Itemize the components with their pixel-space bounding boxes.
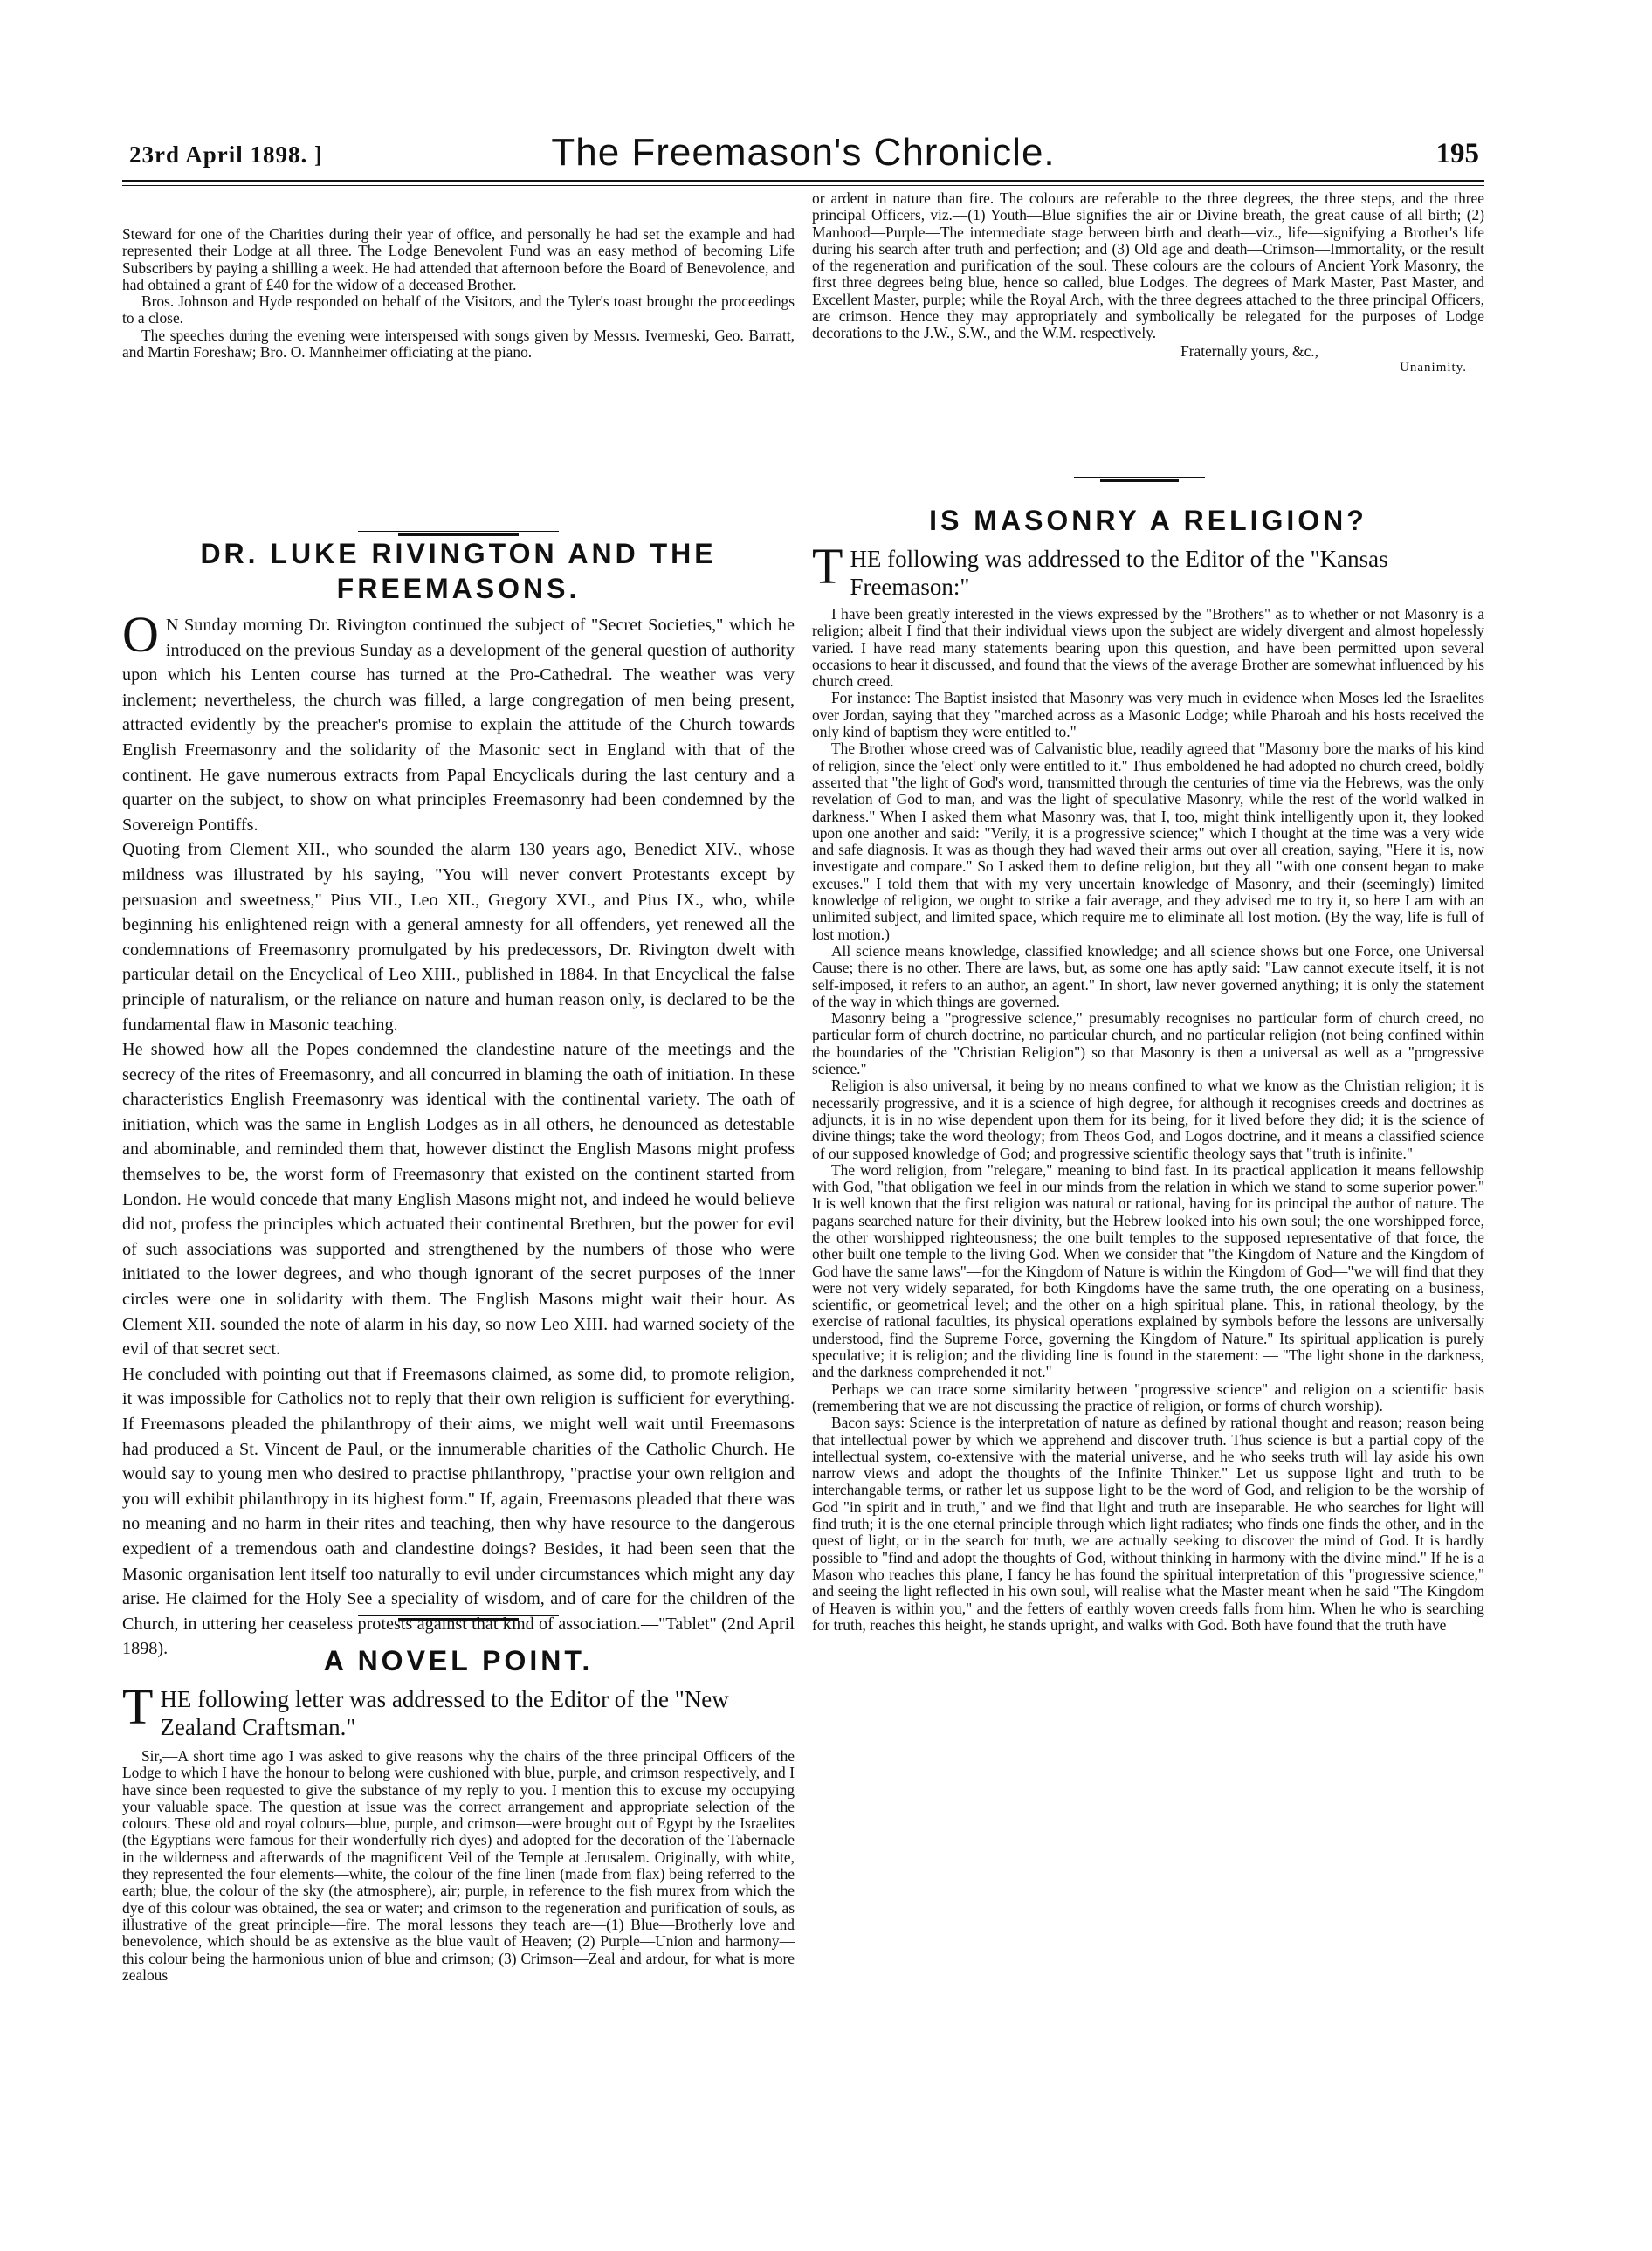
header-rule bbox=[122, 180, 1484, 182]
intro-text: HE following letter was addressed to the Editor of the "New Zealand Craftsman." bbox=[160, 1686, 729, 1740]
article-paragraph: N Sunday morning Dr. Rivington continued the subject of "Secret Societies," which he introduced on the previous Sunday as a development of the general question of authority upon which his Lenten course has turned at the Pro-Cathedral. The weather was very inclement; nevertheless, the church was filled, a large congregation of men being present, attracted evidently by the preacher's promise to explain the attitude of the Church towards English Freemasonry and the solidarity of the Masonic sect in England with that of the continent. He gave numerous extracts from Papal Encyclicals during the last century and a quarter on the subject, to show on what principles Freemasonry had been condemned by the Sovereign Pontiffs. bbox=[122, 616, 795, 835]
article-paragraph: I have been greatly interested in the views expressed by the "Brothers" as to whether or not Masonry is a religion; albeit I find that their individual views upon the subject are widely divergent and almost hopelessly varied. I have read many statements bearing upon this question, and have been permitted upon several occasions to hear it discussed, and found that the views of the average Brother are somewhat influenced by his church creed. bbox=[812, 605, 1484, 691]
article-paragraph: The Brother whose creed was of Calvanistic blue, readily agreed that "Masonry bore the marks of his kind of religion, since the 'elect' only were entitled to it." Thus emboldened he had adopted no church creed, boldly asserted that "the light of God's word, transmitted through the centuries of time via the Hebrews, was the only revelation of God to man, and was the light of speculative Masonry, while the rest of the world walked in darkness." When I asked them what Masonry was, that I, too, might think intelligently upon it, they looked upon one another and said: "Verily, it is a progressive science;" which I thought at the time was a very wide and safe diagnosis. It was as though they had waved their arms out over all creation, saying, "Here it is, now investigate and compare." So I asked them to define religion, but they all "with one consent began to make excuses." I told them that with my very uncertain knowledge of Masonry, and their (seemingly) limited knowledge of religion, we ought to strike a fair average, and they advised me to try it, so here I am with an unlimited subject, and limited space, which require me to eliminate all lost motion. (By the way, life is full of lost motion.) bbox=[812, 740, 1484, 943]
header-rule-thin bbox=[122, 185, 1484, 186]
article-paragraph: He concluded with pointing out that if Freemasons claimed, as some did, to promote religion, it was impossible for Catholics not to reply that their own religion is sufficient for everything. If Freemasons pleaded the philanthropy of their aims, we might well wait until Freemasons had produced a St. Vincent de Paul, or the innumerable charities of the Catholic Church. He would say to young men who desired to practise philanthropy, "practise your own religion and you will exhibit philanthropy in its highest form." If, again, Freemasons pleaded that there was no meaning and no harm in their rites and teaching, then why have resource to the dangerous expedient of a tremendous oath and clandestine doings? Besides, it had been seen that the Masonic organisation lent itself too naturally to evil under circumstances which might any day arise. He claimed for the Holy See a speciality of wisdom, and of care for the children of the Church, in uttering her ceaseless protests against that kind of association.—"Tablet" (2nd April 1898). bbox=[122, 1364, 795, 1659]
article-paragraph: For instance: The Baptist insisted that Masonry was very much in evidence when Moses led the Israelites over Jordan, saying that they "marched across as a Masonic Lodge; while Pharoah and his hosts received the only kind of baptism they were entitled to." bbox=[812, 689, 1484, 741]
article-headline: IS MASONRY A RELIGION? bbox=[929, 505, 1367, 536]
report-paragraph: Steward for one of the Charities during their year of office, and personally he had set the example and had represented their Lodge at all three. The Lodge Benevolent Fund was an easy method of becoming Life Subscribers by paying a shilling a week. He had attended that afternoon before the Board of Benevolence, and had obtained a grant of £40 for the widow of a deceased Brother. bbox=[122, 225, 795, 293]
page-number: 195 bbox=[1435, 138, 1479, 169]
article-intro bbox=[122, 1678, 795, 1741]
article-headline: DR. LUKE RIVINGTON AND THE FREEMASONS. bbox=[200, 538, 717, 604]
report-paragraph: The speeches during the evening were interspersed with songs given by Messrs. Ivermeski, Geo. Barratt, and Martin Foreshaw; Bro. O. Mannheimer officiating at the piano. bbox=[122, 326, 795, 361]
article-paragraph: He showed how all the Popes condemned the clandestine nature of the meetings and the secrecy of the rites of Freemasonry, and all concurred in blaming the oath of initiation. In these characteristics English Freemasonry was identical with the continental variety. The oath of initiation, which was the same in English Lodges as in all others, he denounced as detestable and abominable, and reminded them that, however distinct the English Masons might profess themselves to be, the worst form of Freemasonry that existed on the continent started from London. He would concede that many English Masons might not, and indeed he would believe did not, profess the principles which actuated their continental Brethren, but the power for evil of such associations was supported and strengthened by the numbers of those who were initiated to the lower degrees, and who though ignorant of the secret purposes of the inner circles were one in solidarity with them. The English Masons might wait their hour. As Clement XII. sounded the note of alarm in his day, so now Leo XIII. had warned society of the evil of that secret sect. bbox=[122, 1040, 795, 1360]
article-masonry-religion bbox=[812, 503, 1484, 1634]
continued-letter bbox=[812, 190, 1484, 375]
article-paragraph: Masonry being a "progressive science," presumably recognises no particular form of church creed, no particular form of church doctrine, no particular church, and no particular religion (not being confined within the boundaries of the "Christian Religion") so that Masonry is then a universal as well as a "progressive science." bbox=[812, 1009, 1484, 1078]
article-intro bbox=[812, 538, 1484, 601]
report-paragraph: Bros. Johnson and Hyde responded on behalf of the Visitors, and the Tyler's toast brought the proceedings to a close. bbox=[122, 293, 795, 327]
continued-report bbox=[122, 226, 795, 361]
running-head bbox=[122, 131, 1484, 178]
article-paragraph: All science means knowledge, classified knowledge; and all science shows but one Force, one Universal Cause; there is no other. There are laws, but, as some one has aptly said: "Law cannot execute itself, it is not self-imposed, it refers to an author, an agent." In short, law never governed anything; it is only the statement of the way in which things are governed. bbox=[812, 941, 1484, 1010]
sign-off: Fraternally yours, &c., bbox=[1180, 341, 1318, 360]
article-novel-point bbox=[122, 1643, 795, 1984]
article-paragraph: Quoting from Clement XII., who sounded the alarm 130 years ago, Benedict XIV., whose mildness was illustrated by his saying, "You will never convert Protestants except by persuasion and sweetness," Pius VII., Leo XII., Gregory XVI., and Pius IX., who, while beginning his enlightened reign with a general amnesty for all offenders, yet renewed all the condemnations of Freemasonry promulgated by his predecessors, Dr. Rivington dwelt with particular detail on the Encyclical of Leo XIII., published in 1884. In that Encyclical the false principle of naturalism, or the reliance on nature and human reason only, is declared to be the fundamental flaw in Masonic teaching. bbox=[122, 840, 795, 1035]
article-rivington bbox=[122, 536, 795, 1662]
drop-cap: T bbox=[812, 538, 843, 595]
drop-cap: O bbox=[122, 606, 159, 663]
masthead-title: The Freemason's Chronicle. bbox=[551, 131, 1056, 174]
intro-text: HE following was addressed to the Editor of the "Kansas Freemason:" bbox=[850, 546, 1388, 600]
letter-text: or ardent in nature than fire. The colours are referable to the three degrees, the three steps, and the three principal Officers, viz.—(1) Youth—Blue signifies the air or Divine breath, the great cause of all birth; (2) Manhood—Purple—The intermediate stage between birth and death—viz., life—signifying a Brother's life during his search after truth and perfection; and (3) Old age and death—Crimson—Immortality, or the result of the regeneration and purification of the soul. These colours are the colours of Ancient York Masonry, the first three degrees being blue, hence so called, blue Lodges. The degrees of Mark Master, Past Master, and Excellent Master, purple; while the Royal Arch, with the three degrees attached to the three principal Officers, are crimson. Hence they may appropriately and symbolically be relegated for the purposes of Lodge decorations to the J.W., S.W., and the W.M. respectively. bbox=[812, 189, 1484, 342]
article-body bbox=[812, 606, 1484, 1634]
signature: Unanimity. bbox=[1400, 360, 1467, 375]
letter-text: Sir,—A short time ago I was asked to give reasons why the chairs of the three principal Officers of the Lodge to which I have the honour to belong were cushioned with blue, purple, and crimson respectively, and I have since been requested to give the substance of my reply to you. I mention this to excuse my occupying your valuable space. The question at issue was the correct arrangement and appropriate selection of the colours. These old and royal colours—blue, purple, and crimson—were brought out of Egypt by the Israelites (the Egyptians were famous for their wonderfully rich dyes) and adopted for the decoration of the Tabernacle in the wilderness and afterwards of the magnificent Veil of the Temple at Jerusalem. Originally, with white, they represented the four elements—white, the colour of the fine linen (made from flax) being referred to the earth; blue, the colour of the sky (the atmosphere), air; purple, in reference to the fish murex from which the dye of this colour was obtained, the sea or water; and crimson to the regeneration and purification of souls, as illustrative of the great principle—fire. The moral lessons they teach are—(1) Blue—Brotherly love and benevolence, which should be as extensive as the blue vault of Heaven; (2) Purple—Union and harmony—this colour being the harmonious union of blue and crimson; (3) Crimson—Zeal and ardour, for what is more zealous bbox=[122, 1747, 795, 1984]
section-divider bbox=[1074, 477, 1205, 482]
article-paragraph: Religion is also universal, it being by no means confined to what we know as the Christian religion; it is necessarily progressive, and it is a science of high degree, for although it recognises creeds and doctrines as adjuncts, it is in no wise dependent upon them for its being, for it lived before they did; it is the science of divine things; take the word theology; from Theos God, and Logos doctrine, and it means a classified science of our supposed knowledge of God; and progressive scientific theology says that "truth is infinite." bbox=[812, 1077, 1484, 1162]
section-divider bbox=[358, 1615, 559, 1621]
article-paragraph: The word religion, from "relegare," meaning to bind fast. In its practical application it means fellowship with God, "that obligation we feel in our minds from the relation in which we stand to some superior power." It is well known that the first religion was natural or rational, having for its principal the author of nature. The pagans searched nature for their divinity, but the Hebrew looked into his own soul; the one worshipped force, the other worshipped righteousness; the one built temples to the supposed representative of that force, the other built one temple to the living God. When we consider that "the Kingdom of Nature and the Kingdom of God have the same laws"—for the Kingdom of Nature is within the Kingdom of God—"we will find that they were not very widely separated, for both Kingdoms have the same truth, the one operating on a business, scientific, or geometrical level; and the other on a high spiritual plane. This, in rational theology, by the exercise of rational faculties, its physical operations explained by symbols before the lessons are universally understood, find the Supreme Force, governing the Kingdom of Nature." Its spiritual application is purely speculative; it is religion; and the dividing line is found in the statement: — "The light shone in the darkness, and the darkness comprehended it not." bbox=[812, 1160, 1484, 1381]
article-paragraph: Bacon says: Science is the interpretation of nature as defined by rational thought and reason; reason being that intellectual power by which we apprehend and discover truth. Thus science is but a partial copy of the intellectual system, co-extensive with the material universe, and he who seeks truth will lay aside his own narrow views and adopt the thoughts of the Infinite Thinker." Let us suppose light and truth to be interchangable terms, or rather let us suppose light to be the word of God, and religion to be the worship of God "in spirit and in truth," and we find that light and truth are inseparable. He who searches for light will find truth; it is the one eternal principle through which light radiates; who finds one finds the other, and in the quest of light, or in the search for truth, we are actually seeking to discover the mind of God. It is hardly possible to "find and adopt the thoughts of God, without thinking in harmony with the divine mind." If he is a Mason who reaches this plane, I fancy he has found the spiritual interpretation of this "progressive science," and seeing the light reflected in his own soul, will realise what the Master meant when he said "The Kingdom of Heaven is within you," and the fetters of earthly woven creeds falls from him. When he who is searching for truth, reaches this height, he stands upright, and walks with God. Both have found that the truth have bbox=[812, 1414, 1484, 1634]
article-headline: A NOVEL POINT. bbox=[323, 1645, 594, 1676]
issue-date: 23rd April 1898. ] bbox=[129, 141, 324, 168]
article-paragraph: Perhaps we can trace some similarity between "progressive science" and religion on a scientific basis (remembering that we are not discussing the practice of religion, or forms of church worship). bbox=[812, 1380, 1484, 1415]
article-body bbox=[122, 606, 795, 1662]
drop-cap: T bbox=[122, 1678, 154, 1735]
